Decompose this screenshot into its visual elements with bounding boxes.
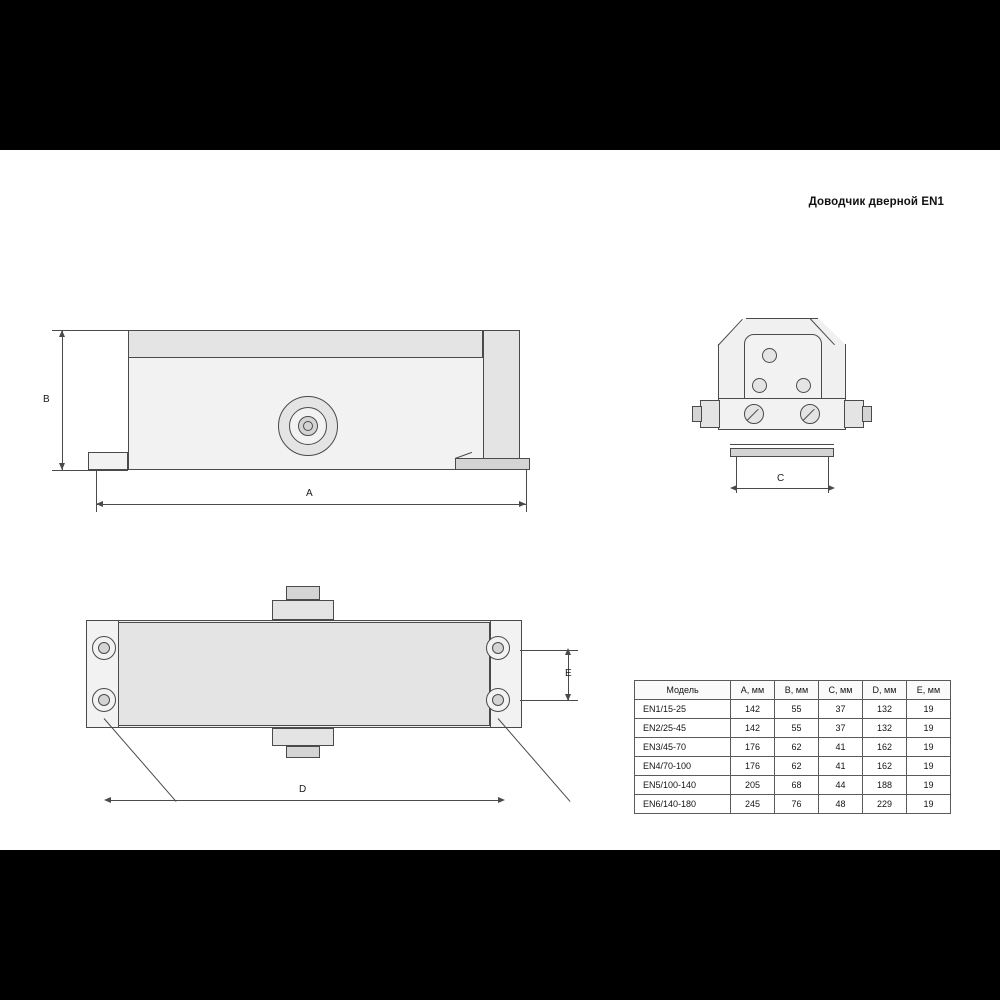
mount-hole-right (796, 378, 811, 393)
front-lug-right (844, 400, 864, 428)
top-hole-left-upper (98, 642, 110, 654)
dim-e-ext-bottom (520, 700, 578, 701)
dim-c-arrow-right (828, 485, 835, 491)
cell-b: 76 (775, 795, 819, 814)
dim-a-arrow-right (519, 501, 526, 507)
table-header-c: C, мм (819, 681, 863, 700)
mount-hole-left (752, 378, 767, 393)
dim-b-ext-top (52, 330, 128, 331)
cell-a: 176 (731, 738, 775, 757)
dim-a-line (96, 504, 526, 505)
cell-e: 19 (907, 719, 951, 738)
cell-b: 62 (775, 757, 819, 776)
dim-b-line (62, 330, 63, 470)
table-row (635, 776, 951, 795)
dim-c-ext-left (736, 457, 737, 493)
mount-hole-top (762, 348, 777, 363)
drawing-title: Доводчик дверной EN1 (808, 196, 944, 208)
dim-a-label: A (306, 488, 313, 499)
dim-b-arrow-top (59, 330, 65, 337)
table-header-e: E, мм (907, 681, 951, 700)
cell-e: 19 (907, 795, 951, 814)
cell-c: 37 (819, 719, 863, 738)
cell-c: 41 (819, 757, 863, 776)
closer-top-band (128, 330, 483, 358)
dim-d-label: D (299, 784, 307, 795)
table-row (635, 719, 951, 738)
specification-table (634, 680, 951, 814)
closer-end-cap-right (483, 330, 520, 470)
cell-c: 41 (819, 738, 863, 757)
cell-e: 19 (907, 776, 951, 795)
cell-a: 176 (731, 757, 775, 776)
table-header-row (635, 681, 951, 700)
cell-a: 245 (731, 795, 775, 814)
table-row (635, 795, 951, 814)
dim-e-label: E (565, 668, 572, 679)
cell-e: 19 (907, 738, 951, 757)
table-row (635, 757, 951, 776)
cell-c: 48 (819, 795, 863, 814)
cell-b: 62 (775, 738, 819, 757)
dim-a-ext-right (526, 470, 527, 512)
cell-b: 55 (775, 719, 819, 738)
table-row (635, 738, 951, 757)
dim-a-ext-left (96, 470, 97, 512)
top-hole-right-lower (492, 694, 504, 706)
front-base-plate (730, 448, 834, 457)
table-header-a: A, мм (731, 681, 775, 700)
top-left-pad-edge (118, 620, 119, 728)
front-lug-right-tip (862, 406, 872, 422)
cell-d: 229 (863, 795, 907, 814)
cell-c: 37 (819, 700, 863, 719)
cell-c: 44 (819, 776, 863, 795)
dim-a-arrow-left (96, 501, 103, 507)
cell-a: 142 (731, 719, 775, 738)
dim-c-line (736, 488, 828, 489)
closer-left-foot (88, 452, 128, 470)
top-axle-cap-upper (286, 586, 320, 600)
cell-model: EN6/140-180 (635, 795, 731, 814)
top-axle-stub-upper (272, 600, 334, 620)
dim-d-line (110, 800, 498, 801)
cell-model: EN4/70-100 (635, 757, 731, 776)
table-header-d: D, мм (863, 681, 907, 700)
cell-b: 55 (775, 700, 819, 719)
dim-d-arrow-left (104, 797, 111, 803)
cell-model: EN3/45-70 (635, 738, 731, 757)
dim-e-ext-top (520, 650, 578, 651)
cell-a: 142 (731, 700, 775, 719)
front-base-top-line (730, 444, 834, 445)
cell-b: 68 (775, 776, 819, 795)
cell-a: 205 (731, 776, 775, 795)
dim-c-label: C (777, 473, 785, 484)
dim-c-ext-right (828, 457, 829, 493)
cell-e: 19 (907, 700, 951, 719)
dim-b-arrow-bottom (59, 463, 65, 470)
front-lug-left-tip (692, 406, 702, 422)
front-top-edge (746, 318, 818, 319)
axle-center-hole (303, 421, 313, 431)
top-axle-cap-lower (286, 746, 320, 758)
cell-model: EN1/15-25 (635, 700, 731, 719)
cell-d: 162 (863, 738, 907, 757)
dim-b-ext-bottom (52, 470, 128, 471)
cell-model: EN5/100-140 (635, 776, 731, 795)
closer-right-foot (455, 458, 530, 470)
cell-d: 132 (863, 700, 907, 719)
table-header-model: Модель (635, 681, 731, 700)
cell-d: 132 (863, 719, 907, 738)
top-hole-right-upper (492, 642, 504, 654)
top-cylinder (118, 622, 490, 726)
front-lug-left (700, 400, 720, 428)
cell-d: 162 (863, 757, 907, 776)
table-header-b: B, мм (775, 681, 819, 700)
cell-e: 19 (907, 757, 951, 776)
cell-model: EN2/25-45 (635, 719, 731, 738)
cell-d: 188 (863, 776, 907, 795)
dim-d-arrow-right (498, 797, 505, 803)
top-right-pad-edge (490, 620, 491, 728)
top-axle-stub-lower (272, 728, 334, 746)
table-row (635, 700, 951, 719)
front-valve-band (718, 398, 846, 430)
top-hole-left-lower (98, 694, 110, 706)
dim-b-label: B (43, 394, 50, 405)
